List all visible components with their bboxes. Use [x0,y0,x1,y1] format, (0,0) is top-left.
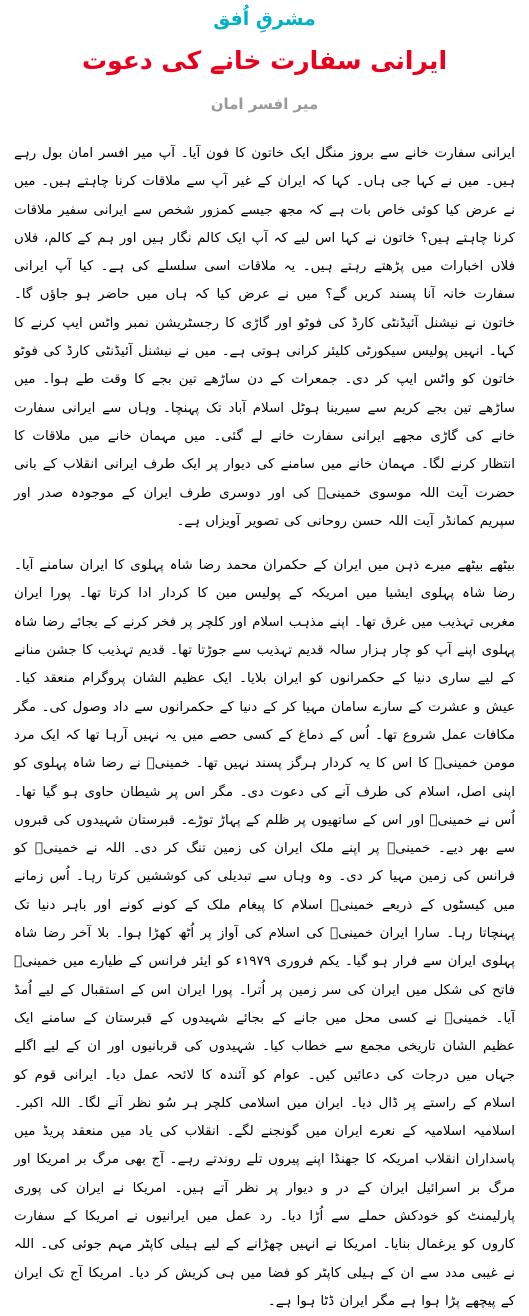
byline: میر افسر امان [210,95,319,113]
paragraph-2: بیٹھے بیٹھے میرے ذہن میں ایران کے حکمران محمد رضا شاہ پہلوی کا ایران سامنے آیا۔ رضا شاہ پہلوی ایشیا میں امریکہ کے پولیس مین کا کردار ادا کرتا تھا۔ پورا ایران مغربی تہذیب میں غرق تھا۔ اپنے مذہب اسلام اور کلچر پر فخر کرنے کے بجائے رضا شاہ پہلوی اپنے آپ کو چار ہزار سالہ قدیم تہذیب سے جوڑتا تھا۔ قدیم تہذیب کا جشن منانے کے لیے ساری دنیا کے حکمرانوں کو ایران بلایا۔ ایک عظیم الشان پروگرام منعقد کیا۔ عیش و عشرت کے سارے سامان مہیا کر کے دنیا کے حکمرانوں سے داد وصول کی۔ مگر مکافات عمل شروع تھا۔ اُس کے دماغ کے کسی حصے میں یہ نہیں آرہا تھا کہ ایک مرد مومن خمینیؒ کا اس کا یہ کردار ہرگز پسند نہیں تھا۔ خمینیؒ نے رضا شاہ پہلوی کو اپنی اصل، اسلام کی طرف آنے کی دعوت دی۔ مگر اس پر شیطان حاوی ہو گیا تھا۔ اُس نے خمینیؒ اور اس کے ساتھیوں پر ظلم کے پہاڑ توڑے۔ قبرستان شہیدوں کی قبروں سے بھر دیے۔ خمینیؒ پر اپنے ملک ایران کی زمین تنگ کر دی۔ اللہ نے خمینیؒ کو فرانس کی زمین مہیا کر دی۔ وہ وہاں سے تبدیلی کی کوششیں کرتا رہا۔ اُس زمانے میں کیسٹوں کے ذریعے خمینیؒ اسلام کا پیغام ملک کے کونے کونے اور باہر دنیا تک پہنچاتا رہا۔ سارا ایران خمینیؒ کی اسلام کی آواز پر اُٹھ کھڑا ہوا۔ بلا آخر رضا شاہ پہلوی ایران سے فرار ہو گیا۔ یکم فروری ۱۹۷۹ء کو ایئر فرانس کے طیارے میں خمینیؒ فاتح کی شکل میں ایران کی سر زمین پر اُترا۔ پورا ایران اس کے استقبال کے لیے اُمڈ آیا۔ خمینیؒ نے کسی محل میں جانے کے بجائے شہیدوں کے قبرستان کے سامنے ایک عظیم الشان تاریخی مجمع سے خطاب کیا۔ شہیدوں کی قربانیوں اور ان کے لیے اگلے جہاں میں درجات کی دعائیں کیں۔ عوام کو آئندہ کا لائحہ عمل دیا۔ ایرانی قوم کو اسلام کے راستے پر ڈال دیا۔ ایران میں اسلامی کلچر ہر سُو نظر آنے لگا۔ اللہ اکبر۔ اسلامیہ اسلامیہ کے نعرے ایران میں گونجنے لگے۔ انقلاب کی یاد میں منعقد پریڈ میں پاسداران انقلاب امریکہ کا جھنڈا اپنے پیروں تلے روندتے رہے۔ آج بھی مرگ بر امریکا اور مرگ بر اسرائیل ایران کے در و دیوار پر نظر آتے ہیں۔ امریکا نے ایران کی پوری پارلیمنٹ کو خودکش حملے سے اُڑا دیا۔ رد عمل میں ایرانیوں نے امریکا کے سفارت کاروں کو یرغمال بنایا۔ امریکا نے انہیں چھڑانے کے لیے ہیلی کاپٹر مہم جوئی کی۔ اللہ نے غیبی مدد سے ان کے ہیلی کاپٹر کو فضا میں ہی کریش کر دیا۔ امریکا آج تک ایران کے پیچھے پڑا ہوا ہے مگر ایران ڈٹا ہوا ہے۔ [14,558,515,1309]
article-body [14,140,515,1316]
headline: ایرانی سفارت خانے کی دعوت [81,46,448,75]
column-name: مشرقِ اُفق [213,8,316,30]
article-page [0,2,529,1309]
paragraph-1: ایرانی سفارت خانے سے بروز منگل ایک خاتون کا فون آیا۔ آپ میر افسر امان بول رہے ہیں۔ میں نے کہا جی ہاں۔ کہا کہ ایران کے غیر آپ سے ملاقات کرنا چاہتے ہیں۔ میں نے عرض کیا کوئی خاص بات ہے کہ مجھ جیسے کمزور شخص سے ایرانی سفیر ملاقات کرنا چاہتے ہیں؟ خاتون نے کہا اس لیے کہ آپ ایک کالم نگار ہیں اور ہم کے کالم، فلاں فلاں اخبارات میں پڑھتے رہتے ہیں۔ یہ ملاقات اسی سلسلے کی ہے۔ کیا آپ ایرانی سفارت خانہ آنا پسند کریں گے؟ میں نے عرض کیا کہ ہاں میں حاضر ہو جاؤں گا۔ خاتون نے نیشنل آئیڈنٹی کارڈ کی فوٹو اور گاڑی کا رجسٹریشن نمبر واٹس ایپ کرنے کا کہا۔ انہیں پولیس سیکورٹی کلیئر کرانی ہوتی ہے۔ میں نے نیشنل آئیڈنٹی کارڈ کی فوٹو خاتون کو واٹس ایپ کر دی۔ جمعرات کے دن ساڑھے تین بجے کا وقت طے ہوا۔ میں ساڑھے تین بجے کریم سے سیرینا ہوٹل اسلام آباد تک پہنچا۔ وہاں سے ایرانی سفارت خانے کی گاڑی مجھے ایرانی سفارت خانے لے گئی۔ میں مہمان خانے میں ملاقات کا انتظار کرنے لگا۔ مہمان خانے میں سامنے کی دیوار پر ایک طرف ایرانی انقلاب کے بانی حضرت آیت اللہ موسوی خمینیؒ کی اور دوسری طرف ایران کے موجودہ صدر اور سپریم کمانڈر آیت اللہ حسن روحانی کی تصویر آویزاں ہے۔ [14,146,515,529]
